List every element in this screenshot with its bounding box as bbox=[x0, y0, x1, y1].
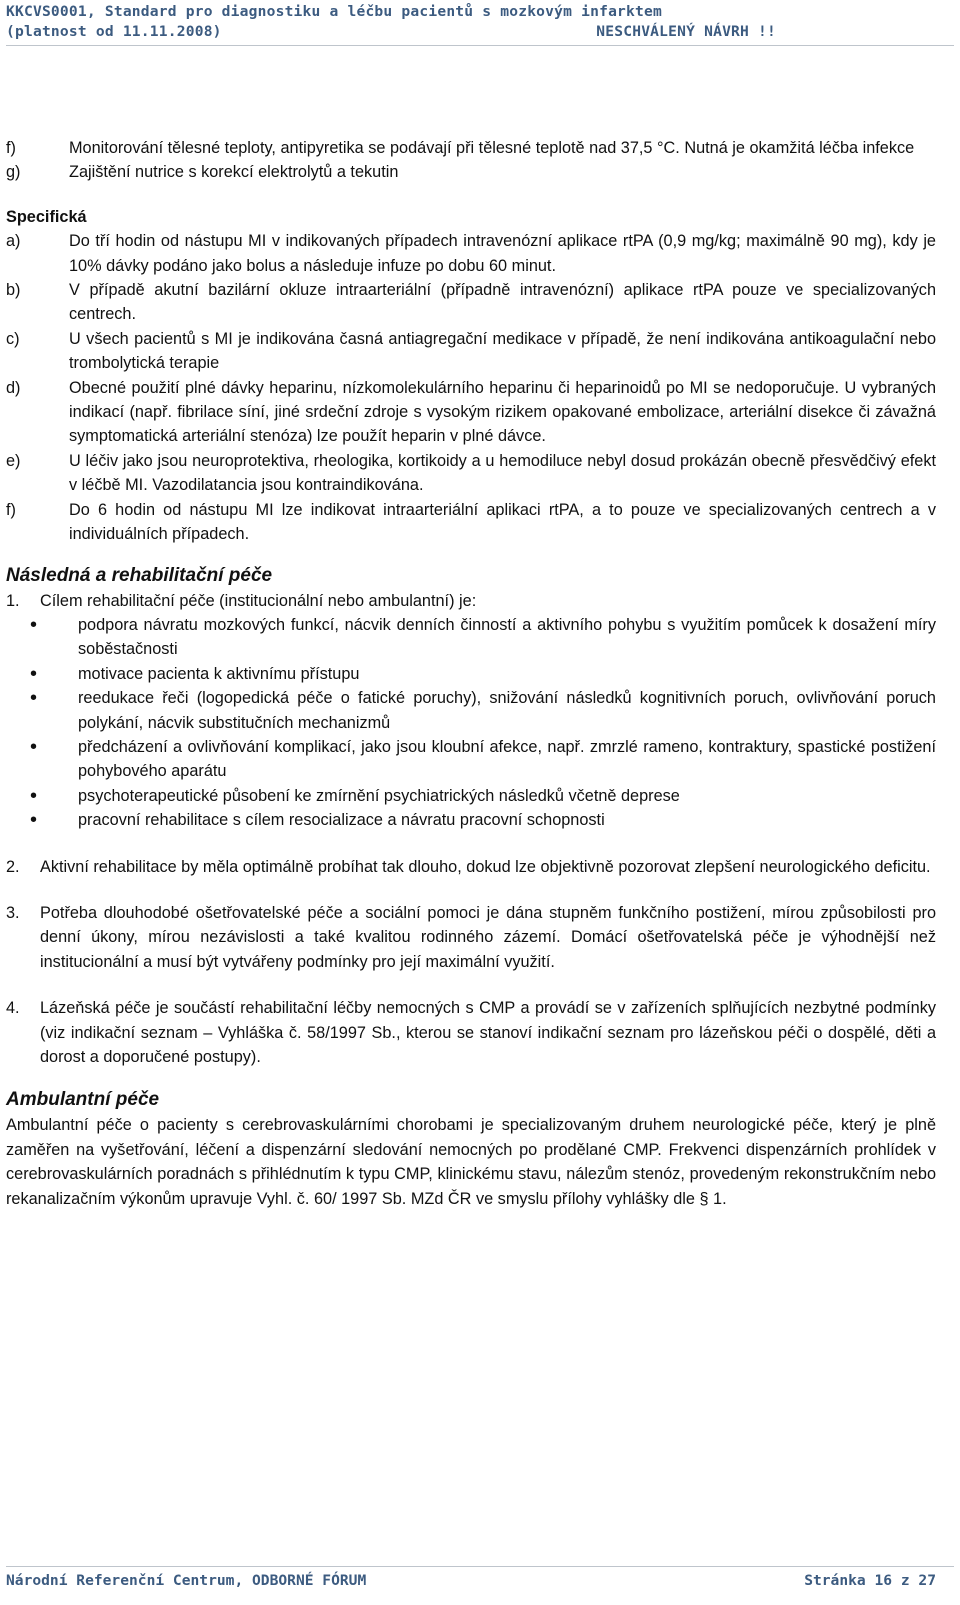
page-number: Stránka 16 z 27 bbox=[804, 1572, 936, 1589]
header-draft-note: NESCHVÁLENÝ NÁVRH !! bbox=[596, 23, 776, 40]
list-item: • motivace pacienta k aktivnímu přístupu bbox=[6, 662, 936, 686]
bullet-icon: • bbox=[30, 613, 38, 636]
general-list-tail bbox=[6, 136, 936, 185]
header-title: KKCVS0001, Standard pro diagnostiku a léčbu pacientů s mozkovým infarktem bbox=[6, 3, 662, 20]
list-item: b) V případě akutní bazilární okluze intraarteriální (případně intravenózní) aplikace rtPA pouze ve specializovaných centrech. bbox=[6, 281, 936, 324]
list-item: a) Do tří hodin od nástupu MI v indikovaných případech intravenózní aplikace rtPA (0,9 mg/kg; maximálně 90 mg), kdy je 10% dávky podáno jako bolus a následuje infuze po dobu 60 minut. bbox=[6, 232, 936, 275]
specific-list bbox=[6, 229, 936, 546]
rehab-point-2: 2. Aktivní rehabilitace by měla optimálně probíhat tak dlouho, dokud lze objektivně pozorovat zlepšení neurologického deficitu. bbox=[6, 857, 931, 876]
rehab-bullet-list bbox=[6, 613, 936, 833]
list-item: f) Do 6 hodin od nástupu MI lze indikovat intraarteriální aplikaci rtPA, a to pouze ve specializovaných centrech a v individuálních případech. bbox=[6, 500, 936, 544]
ambulant-heading: Ambulantní péče bbox=[6, 1089, 160, 1111]
document-body bbox=[6, 136, 936, 1211]
list-item: c) U všech pacientů s MI je indikována časná antiagregační medikace v případě, že není indikována antikoagulační nebo trombolytická terapie bbox=[6, 329, 936, 373]
rehab-point-1: 1. Cílem rehabilitační péče (institucionální nebo ambulantní) je: bbox=[6, 591, 477, 610]
list-item: f) Monitorování tělesné teploty, antipyretika se podávají při tělesné teplotě nad 37,5 °C. Nutná je okamžitá léčba infekce bbox=[6, 139, 915, 157]
list-item: • podpora návratu mozkových funkcí, nácvik denních činností a aktivního pohybu s využitím pomůcek k dosažení míry soběstačnosti bbox=[6, 613, 936, 662]
bullet-icon: • bbox=[30, 784, 38, 807]
specific-heading: Specifická bbox=[6, 207, 87, 226]
header-validity: (platnost od 11.11.2008) bbox=[6, 23, 222, 40]
rehab-point-3: 3. Potřeba dlouhodobé ošetřovatelské péče a sociální pomoci je dána stupněm funkčního postižení, mírou způsobilosti pro denní úkony, mírou nezávislosti a také kvalitou rodinného zázemí. Domácí ošetřovatelská péče je výhodnější než institucionální a musí být vytvářeny podmínky pro její maximální využití. bbox=[6, 903, 936, 971]
bullet-icon: • bbox=[30, 662, 38, 685]
list-item: • předcházení a ovlivňování komplikací, jako jsou kloubní afekce, např. zmrzlé rameno, kontraktury, spastické postižení pohybového aparátu bbox=[6, 735, 936, 784]
list-item: • psychoterapeutické působení ke zmírnění psychiatrických následků včetně deprese bbox=[6, 784, 936, 808]
list-item: • pracovní rehabilitace s cílem resocializace a návratu pracovní schopnosti bbox=[6, 808, 936, 832]
footer-center-name: Národní Referenční Centrum, ODBORNÉ FÓRUM bbox=[6, 1572, 367, 1589]
list-item: • reedukace řeči (logopedická péče o fatické poruchy), snižování následků kognitivních poruch, ovlivňování poruch polykání, nácvik substitučních mechanizmů bbox=[6, 686, 936, 735]
bullet-icon: • bbox=[30, 735, 38, 758]
bullet-icon: • bbox=[30, 687, 38, 710]
list-item: e) U léčiv jako jsou neuroprotektiva, rheologika, kortikoidy a u hemodiluce nebyl dosud prokázán obecně přesvědčivý efekt v léčbě MI. Vazodilatancia jsou kontraindikována. bbox=[6, 451, 936, 495]
header-divider bbox=[6, 45, 954, 46]
bullet-icon: • bbox=[30, 809, 38, 832]
rehab-point-4: 4. Lázeňská péče je součástí rehabilitační léčby nemocných s CMP a provádí se v zařízeních splňujících nezbytné podmínky (viz indikační seznam – Vyhláška č. 58/1997 Sb., kterou se stanoví indikační seznam pro lázeňskou péči o dospělé, děti a dorost a doporučené postupy). bbox=[6, 999, 936, 1066]
rehab-heading: Následná a rehabilitační péče bbox=[6, 564, 273, 586]
page-footer bbox=[6, 1572, 936, 1589]
list-item: d) Obecné použití plné dávky heparinu, nízkomolekulárního heparinu či heparinoidů po MI se nedoporučuje. U vybraných indikací (např. fibrilace síní, jiné srdeční zdroje s vysokým rizikem opakované embolizace, arteriální disekce či závažná symptomatická arteriální stenóza) lze použít heparin v plné dávce. bbox=[6, 378, 936, 446]
ambulant-paragraph: Ambulantní péče o pacienty s cerebrovaskulárními chorobami je specializovaným druhem neurologické péče, který je plně zaměřen na vyšetřování, léčení a dispenzární sledování nemocných po prodělané CMP. Frekvenci dispenzárních prohlídek v cerebrovaskulárních poradnách s přihlédnutím k typu CMP, klinickému stavu, nálezům stenóz, provedeným rekonstrukčním nebo rekanalizačním výkonům upravuje Vyhl. č. 60/ 1997 Sb. MZd ČR ve smyslu přílohy vyhlášky dle § 1. bbox=[6, 1116, 936, 1208]
list-item: g) Zajištění nutrice s korekcí elektrolytů a tekutin bbox=[6, 163, 399, 182]
footer-divider bbox=[6, 1566, 954, 1567]
page-header bbox=[6, 2, 956, 42]
